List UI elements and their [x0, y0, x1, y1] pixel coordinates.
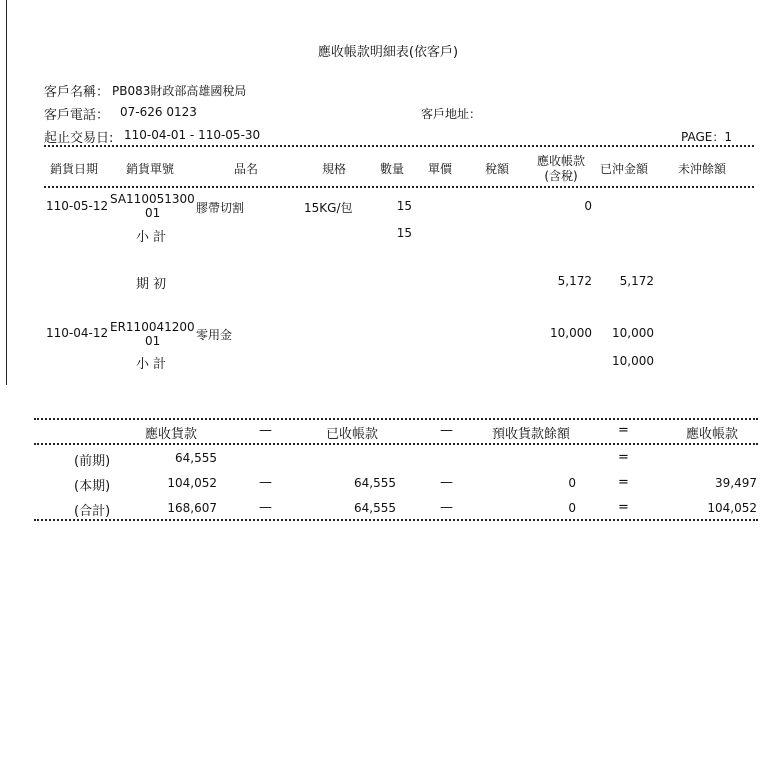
row2-no-line1: ER110041200	[110, 320, 195, 334]
date-range: 110-04-01 - 110-05-30	[124, 128, 261, 142]
summary-header-minus1: —	[259, 423, 272, 438]
summary-divider-mid	[34, 443, 758, 445]
summary-total-label: (合計)	[74, 504, 111, 519]
customer-phone: 07-626 0123	[120, 105, 197, 119]
date-range-label: 起止交易日:	[44, 131, 114, 146]
summary-curr-balance: 39,497	[715, 476, 757, 490]
col-spec: 規格	[322, 162, 347, 176]
report-title: 應收帳款明細表(依客戶)	[317, 45, 459, 60]
summary-header-receivable: 應收貨款	[145, 427, 198, 442]
summary-total-minus1: —	[259, 500, 272, 515]
col-receivable-line1: 應收帳款	[536, 154, 585, 168]
summary-curr-minus1: —	[259, 475, 272, 490]
col-sale-no: 銷貨單號	[126, 162, 175, 176]
row2-receivable: 10,000	[550, 326, 592, 340]
summary-curr-label: (本期)	[74, 479, 111, 494]
row1-subtotal-qty: 15	[396, 226, 412, 240]
summary-curr-receivable: 104,052	[167, 476, 217, 490]
opening-label: 期 初	[136, 277, 167, 292]
summary-curr-prepaid: 0	[568, 476, 576, 490]
summary-header-balance: 應收帳款	[686, 427, 739, 442]
row2-subtotal-offset: 10,000	[612, 354, 654, 368]
summary-divider-top	[34, 418, 758, 420]
customer-address-label: 客戶地址：	[421, 107, 482, 121]
opening-offset: 5,172	[619, 274, 654, 288]
row1-subtotal-label: 小 計	[136, 230, 167, 245]
row2-item: 零用金	[196, 328, 233, 342]
col-offset: 已沖金額	[600, 162, 649, 176]
summary-header-prepaid: 預收貨款餘額	[492, 427, 571, 442]
row2-subtotal-label: 小 計	[136, 357, 167, 372]
summary-curr-minus2: —	[440, 475, 453, 490]
row1-date: 110-05-12	[46, 199, 109, 213]
col-unoffset: 未沖餘額	[678, 162, 727, 176]
row1-no-line1: SA110051300	[110, 192, 195, 206]
summary-total-equals: =	[618, 500, 629, 515]
summary-prev-receivable: 64,555	[175, 451, 217, 465]
summary-header-received: 已收帳款	[326, 427, 379, 442]
summary-curr-equals: =	[618, 475, 629, 490]
summary-header-equals: =	[618, 423, 629, 438]
customer-name-label: 客戶名稱：	[44, 85, 110, 100]
summary-prev-equals: =	[618, 450, 629, 465]
summary-prev-label: (前期)	[74, 454, 111, 469]
row1-spec: 15KG/包	[304, 201, 353, 215]
row1-receivable: 0	[584, 199, 592, 213]
page-number: PAGE：1	[681, 130, 732, 144]
col-item: 品名	[234, 162, 259, 176]
row1-no-line2: 01	[145, 206, 161, 220]
summary-curr-received: 64,555	[354, 476, 396, 490]
summary-total-minus2: —	[440, 500, 453, 515]
summary-divider-bottom	[34, 519, 758, 521]
summary-total-receivable: 168,607	[167, 501, 217, 515]
summary-header-minus2: —	[440, 423, 453, 438]
row1-item: 膠帶切割	[196, 201, 245, 215]
summary-total-balance: 104,052	[707, 501, 757, 515]
row1-qty: 15	[396, 199, 412, 213]
row2-date: 110-04-12	[46, 326, 109, 340]
row2-no-line2: 01	[145, 334, 161, 348]
col-qty: 數量	[380, 162, 405, 176]
customer-name: PB083財政部高雄國稅局	[112, 84, 247, 98]
summary-total-received: 64,555	[354, 501, 396, 515]
customer-phone-label: 客戶電話：	[44, 108, 110, 123]
col-receivable-line2: (含稅)	[544, 169, 578, 183]
header-divider-bottom	[44, 186, 754, 188]
header-divider-top	[44, 145, 754, 147]
opening-receivable: 5,172	[557, 274, 592, 288]
col-tax: 稅額	[485, 162, 510, 176]
col-unit-price: 單價	[428, 162, 453, 176]
summary-total-prepaid: 0	[568, 501, 576, 515]
row2-offset: 10,000	[612, 326, 654, 340]
col-sale-date: 銷貨日期	[50, 162, 99, 176]
